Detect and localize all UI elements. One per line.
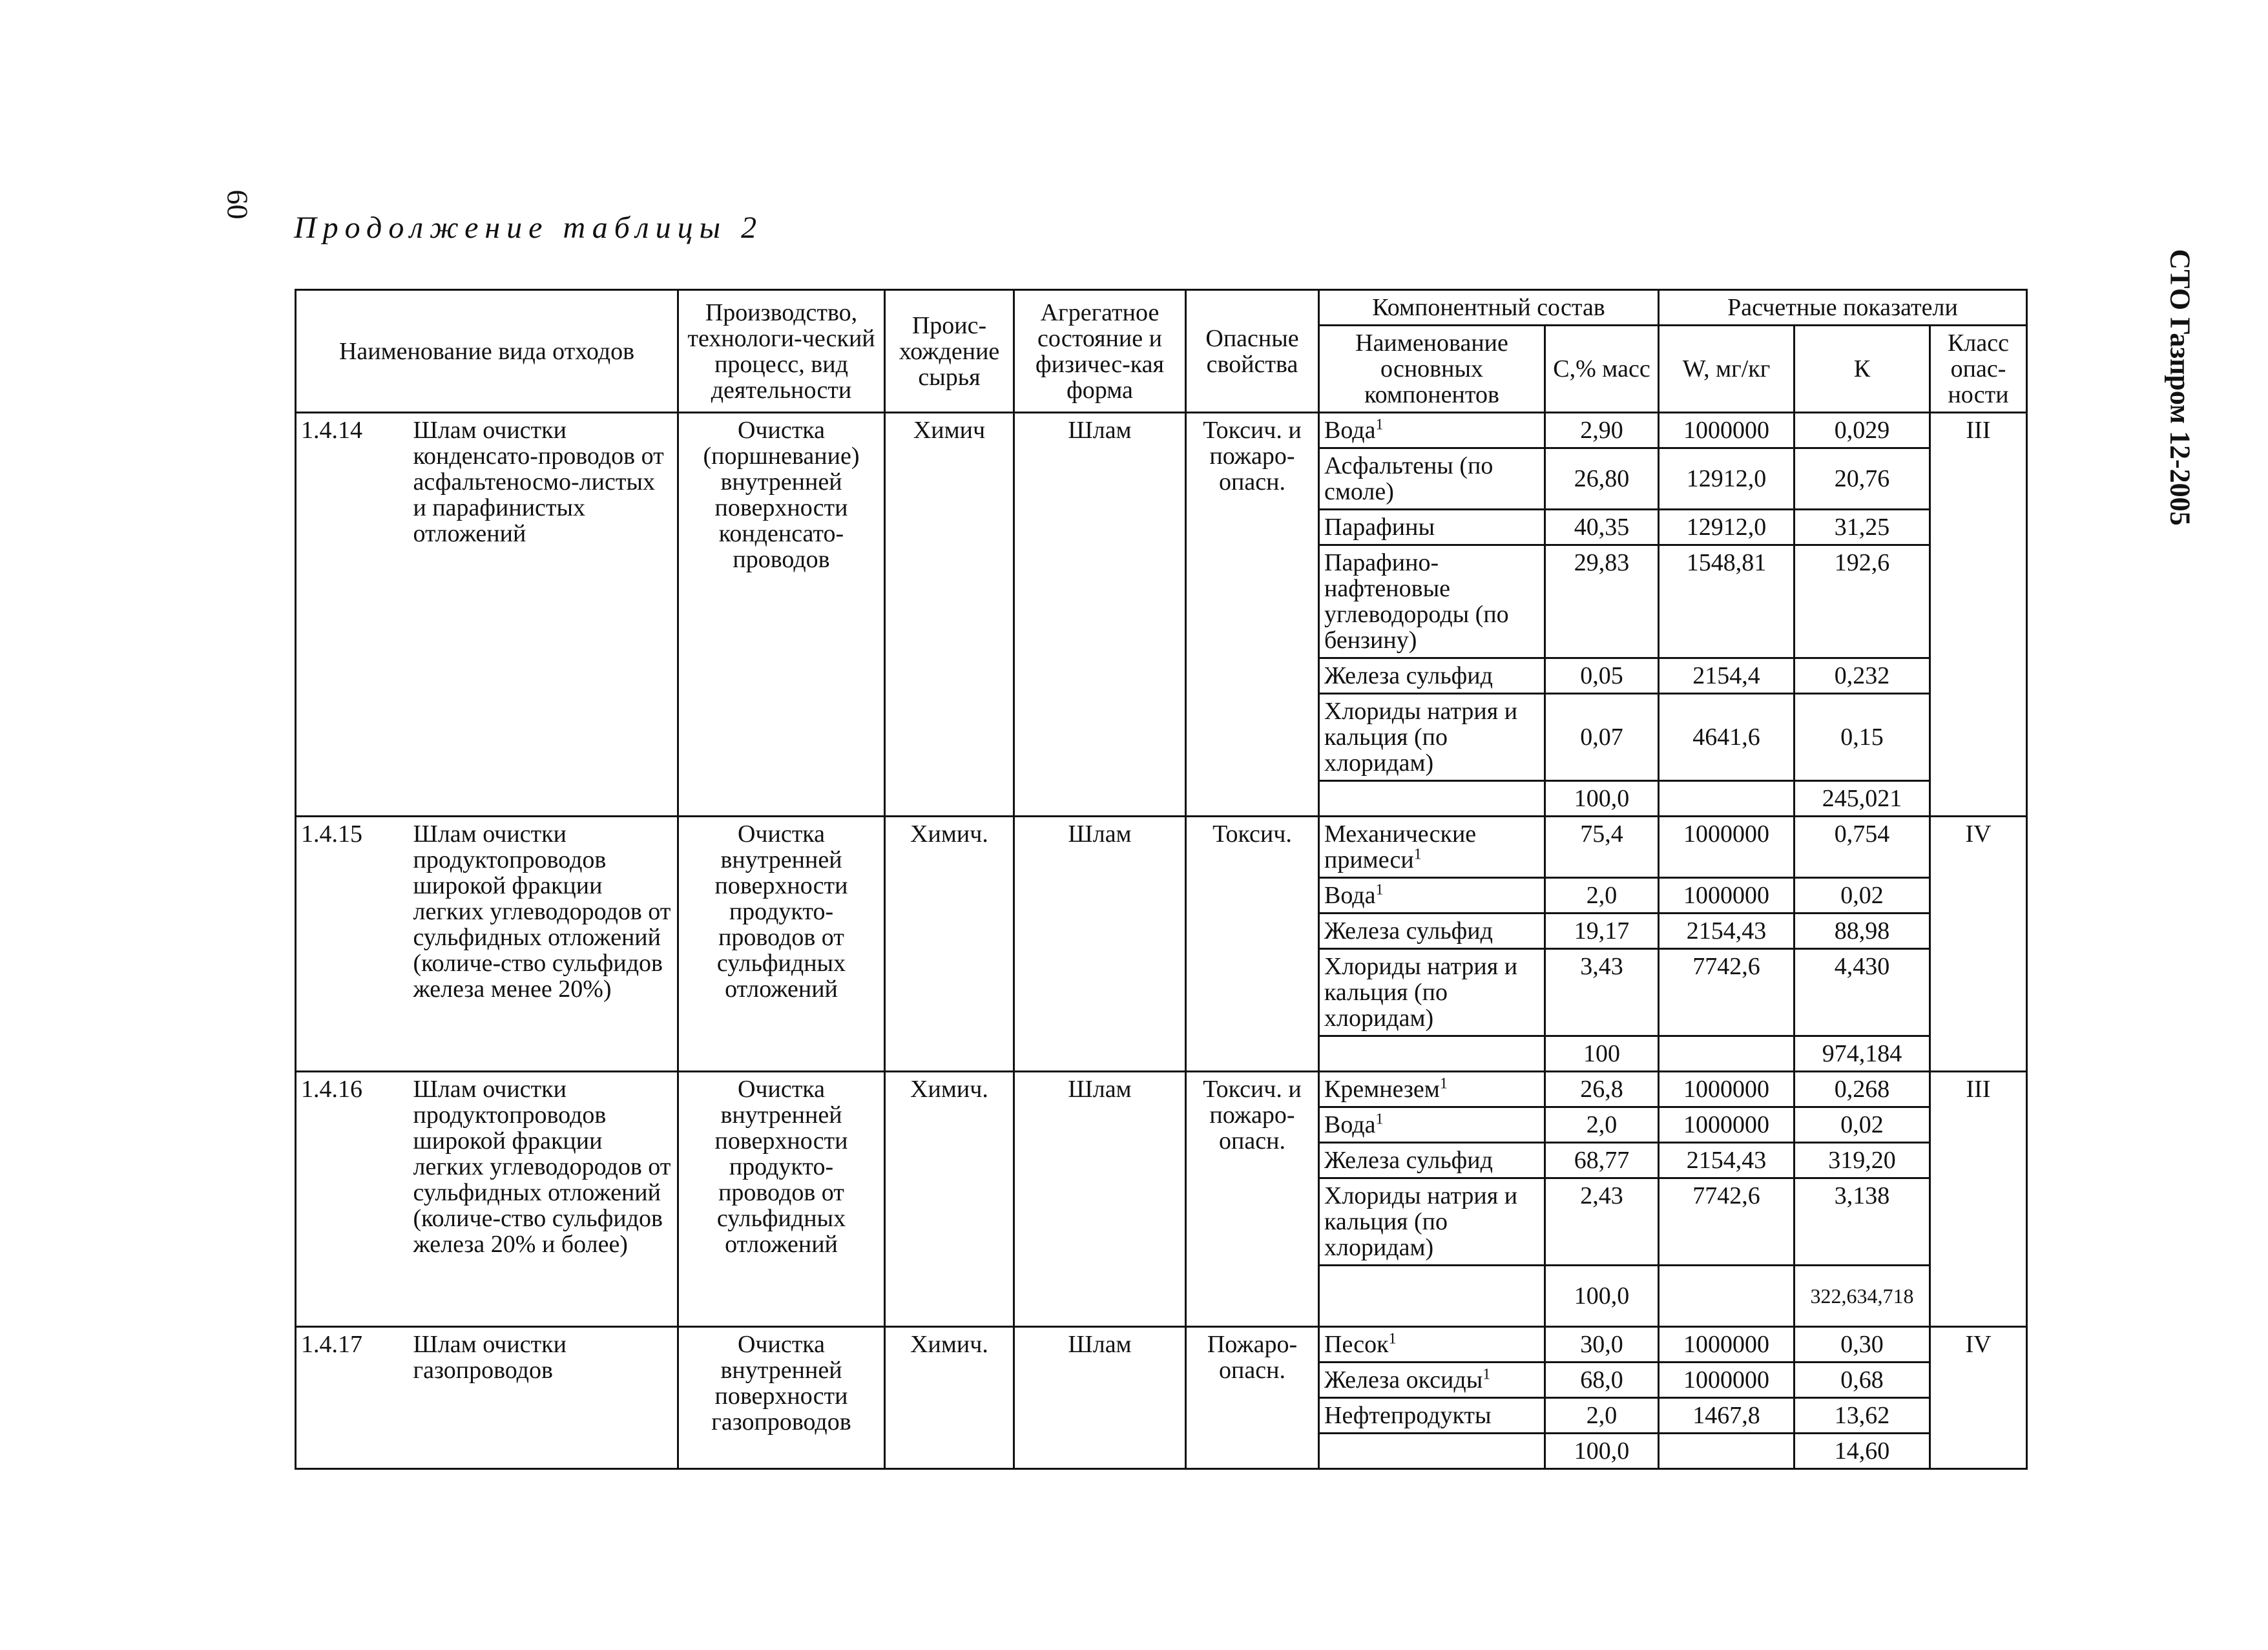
component-name: Железа сульфид [1319,658,1545,694]
hazard-class: III [1930,1072,2027,1327]
component-c: 0,05 [1545,658,1659,694]
component-k: 4,430 [1795,949,1930,1036]
component-w: 4641,6 [1659,694,1795,781]
component-k: 0,02 [1795,878,1930,914]
component-c: 29,83 [1545,545,1659,658]
component-w: 1000000 [1659,1107,1795,1143]
header-composition: Компонентный состав [1319,290,1659,326]
component-k: 31,25 [1795,510,1930,545]
waste-table [295,289,2028,1470]
header-production: Производство, технологи-ческий процесс, вид деятельности [678,290,885,413]
header-aggregate: Агрегатное состояние и физичес-кая форма [1014,290,1186,413]
component-name: Хлориды натрия и кальция (по хлоридам) [1319,1178,1545,1266]
component-k: 0,15 [1795,694,1930,781]
waste-name: Шлам очистки газопроводов [407,1327,678,1469]
waste-code: 1.4.14 [296,413,407,817]
header-waste-name: Наименование вида отходов [296,290,678,413]
waste-name: Шлам очистки конденсато-проводов от асфальтеносмо-листых и парафинистых отложений [407,413,678,817]
total-c: 100,0 [1545,1434,1659,1469]
component-w: 1000000 [1659,817,1795,878]
waste-code: 1.4.17 [296,1327,407,1469]
component-c: 0,07 [1545,694,1659,781]
component-name: Хлориды натрия и кальция (по хлоридам) [1319,949,1545,1036]
hazard-class: III [1930,413,2027,817]
hazard-properties: Токсич. [1186,817,1319,1072]
component-w: 2154,43 [1659,914,1795,949]
production-process: Очистка внутренней поверхности продукто-проводов от сульфидных отложений [678,817,885,1072]
aggregate-state: Шлам [1014,413,1186,817]
component-name: Механические примеси$^1$ [1319,817,1545,878]
total-c: 100 [1545,1036,1659,1072]
waste-name: Шлам очистки продуктопроводов широкой фракции легких углеводородов от сульфидных отложений (количе-ство сульфидов железа 20% и более) [407,1072,678,1327]
component-name: Железа оксиды$^1$ [1319,1363,1545,1398]
component-w: 7742,6 [1659,1178,1795,1266]
table-caption: Продолжение таблицы 2 [294,211,764,245]
total-label [1319,1266,1545,1327]
component-c: 75,4 [1545,817,1659,878]
component-c: 40,35 [1545,510,1659,545]
raw-origin: Химич. [885,1072,1014,1327]
component-c: 2,0 [1545,1107,1659,1143]
component-k: 0,754 [1795,817,1930,878]
component-w: 12912,0 [1659,510,1795,545]
total-k: 14,60 [1795,1434,1930,1469]
header-k: К [1795,326,1930,413]
component-w: 1467,8 [1659,1398,1795,1434]
total-w [1659,1036,1795,1072]
component-w: 2154,4 [1659,658,1795,694]
header-w: W, мг/кг [1659,326,1795,413]
component-k: 13,62 [1795,1398,1930,1434]
header-hazard-class: Класс опас-ности [1930,326,2027,413]
hazard-class: IV [1930,817,2027,1072]
component-c: 19,17 [1545,914,1659,949]
component-name: Кремнезем$^1$ [1319,1072,1545,1107]
component-c: 68,0 [1545,1363,1659,1398]
component-w: 1000000 [1659,878,1795,914]
component-name: Хлориды натрия и кальция (по хлоридам) [1319,694,1545,781]
total-k: 974,184 [1795,1036,1930,1072]
total-w [1659,781,1795,817]
component-name: Песок$^1$ [1319,1327,1545,1363]
hazard-properties: Токсич. и пожаро-опасн. [1186,413,1319,817]
component-k: 3,138 [1795,1178,1930,1266]
component-k: 0,68 [1795,1363,1930,1398]
component-w: 1000000 [1659,413,1795,448]
component-name: Железа сульфид [1319,914,1545,949]
hazard-class: IV [1930,1327,2027,1469]
aggregate-state: Шлам [1014,1072,1186,1327]
raw-origin: Химич [885,413,1014,817]
aggregate-state: Шлам [1014,1327,1186,1469]
component-w: 1000000 [1659,1327,1795,1363]
total-label [1319,1434,1545,1469]
total-label [1319,781,1545,817]
raw-origin: Химич. [885,817,1014,1072]
component-name: Парафины [1319,510,1545,545]
production-process: Очистка внутренней поверхности газопроводов [678,1327,885,1469]
component-w: 7742,6 [1659,949,1795,1036]
total-w [1659,1266,1795,1327]
total-c: 100,0 [1545,1266,1659,1327]
waste-code: 1.4.15 [296,817,407,1072]
component-c: 3,43 [1545,949,1659,1036]
waste-code: 1.4.16 [296,1072,407,1327]
header-calculated: Расчетные показатели [1659,290,2027,326]
component-name: Нефтепродукты [1319,1398,1545,1434]
page-number: 60 [221,189,255,220]
component-name: Вода$^1$ [1319,878,1545,914]
total-k: 245,021 [1795,781,1930,817]
aggregate-state: Шлам [1014,817,1186,1072]
component-name: Вода$^1$ [1319,1107,1545,1143]
component-k: 319,20 [1795,1143,1930,1178]
header-c-mass: С,% масс [1545,326,1659,413]
component-k: 0,02 [1795,1107,1930,1143]
component-k: 0,30 [1795,1327,1930,1363]
production-process: Очистка (поршневание) внутренней поверхности конденсато-проводов [678,413,885,817]
component-c: 2,0 [1545,1398,1659,1434]
total-c: 100,0 [1545,781,1659,817]
component-k: 0,232 [1795,658,1930,694]
component-k: 192,6 [1795,545,1930,658]
component-c: 30,0 [1545,1327,1659,1363]
component-w: 1548,81 [1659,545,1795,658]
component-w: 1000000 [1659,1363,1795,1398]
total-k: 322,634,718 [1795,1266,1930,1327]
component-name: Парафино-нафтеновые углеводороды (по бензину) [1319,545,1545,658]
component-c: 2,90 [1545,413,1659,448]
component-k: 88,98 [1795,914,1930,949]
component-name: Асфальтены (по смоле) [1319,448,1545,510]
document-code: СТО Газпром 12-2005 [2164,249,2196,526]
component-k: 0,268 [1795,1072,1930,1107]
component-c: 26,80 [1545,448,1659,510]
component-name: Вода$^1$ [1319,413,1545,448]
component-k: 20,76 [1795,448,1930,510]
component-w: 2154,43 [1659,1143,1795,1178]
header-hazard: Опасные свойства [1186,290,1319,413]
total-w [1659,1434,1795,1469]
component-k: 0,029 [1795,413,1930,448]
component-c: 2,0 [1545,878,1659,914]
total-label [1319,1036,1545,1072]
component-w: 1000000 [1659,1072,1795,1107]
component-w: 12912,0 [1659,448,1795,510]
component-name: Железа сульфид [1319,1143,1545,1178]
raw-origin: Химич. [885,1327,1014,1469]
header-component-name: Наименование основных компонентов [1319,326,1545,413]
production-process: Очистка внутренней поверхности продукто-проводов от сульфидных отложений [678,1072,885,1327]
component-c: 68,77 [1545,1143,1659,1178]
component-c: 26,8 [1545,1072,1659,1107]
header-origin: Проис-хождение сырья [885,290,1014,413]
hazard-properties: Токсич. и пожаро-опасн. [1186,1072,1319,1327]
hazard-properties: Пожаро-опасн. [1186,1327,1319,1469]
waste-name: Шлам очистки продуктопроводов широкой фракции легких углеводородов от сульфидных отложений (количе-ство сульфидов железа менее 20%) [407,817,678,1072]
component-c: 2,43 [1545,1178,1659,1266]
